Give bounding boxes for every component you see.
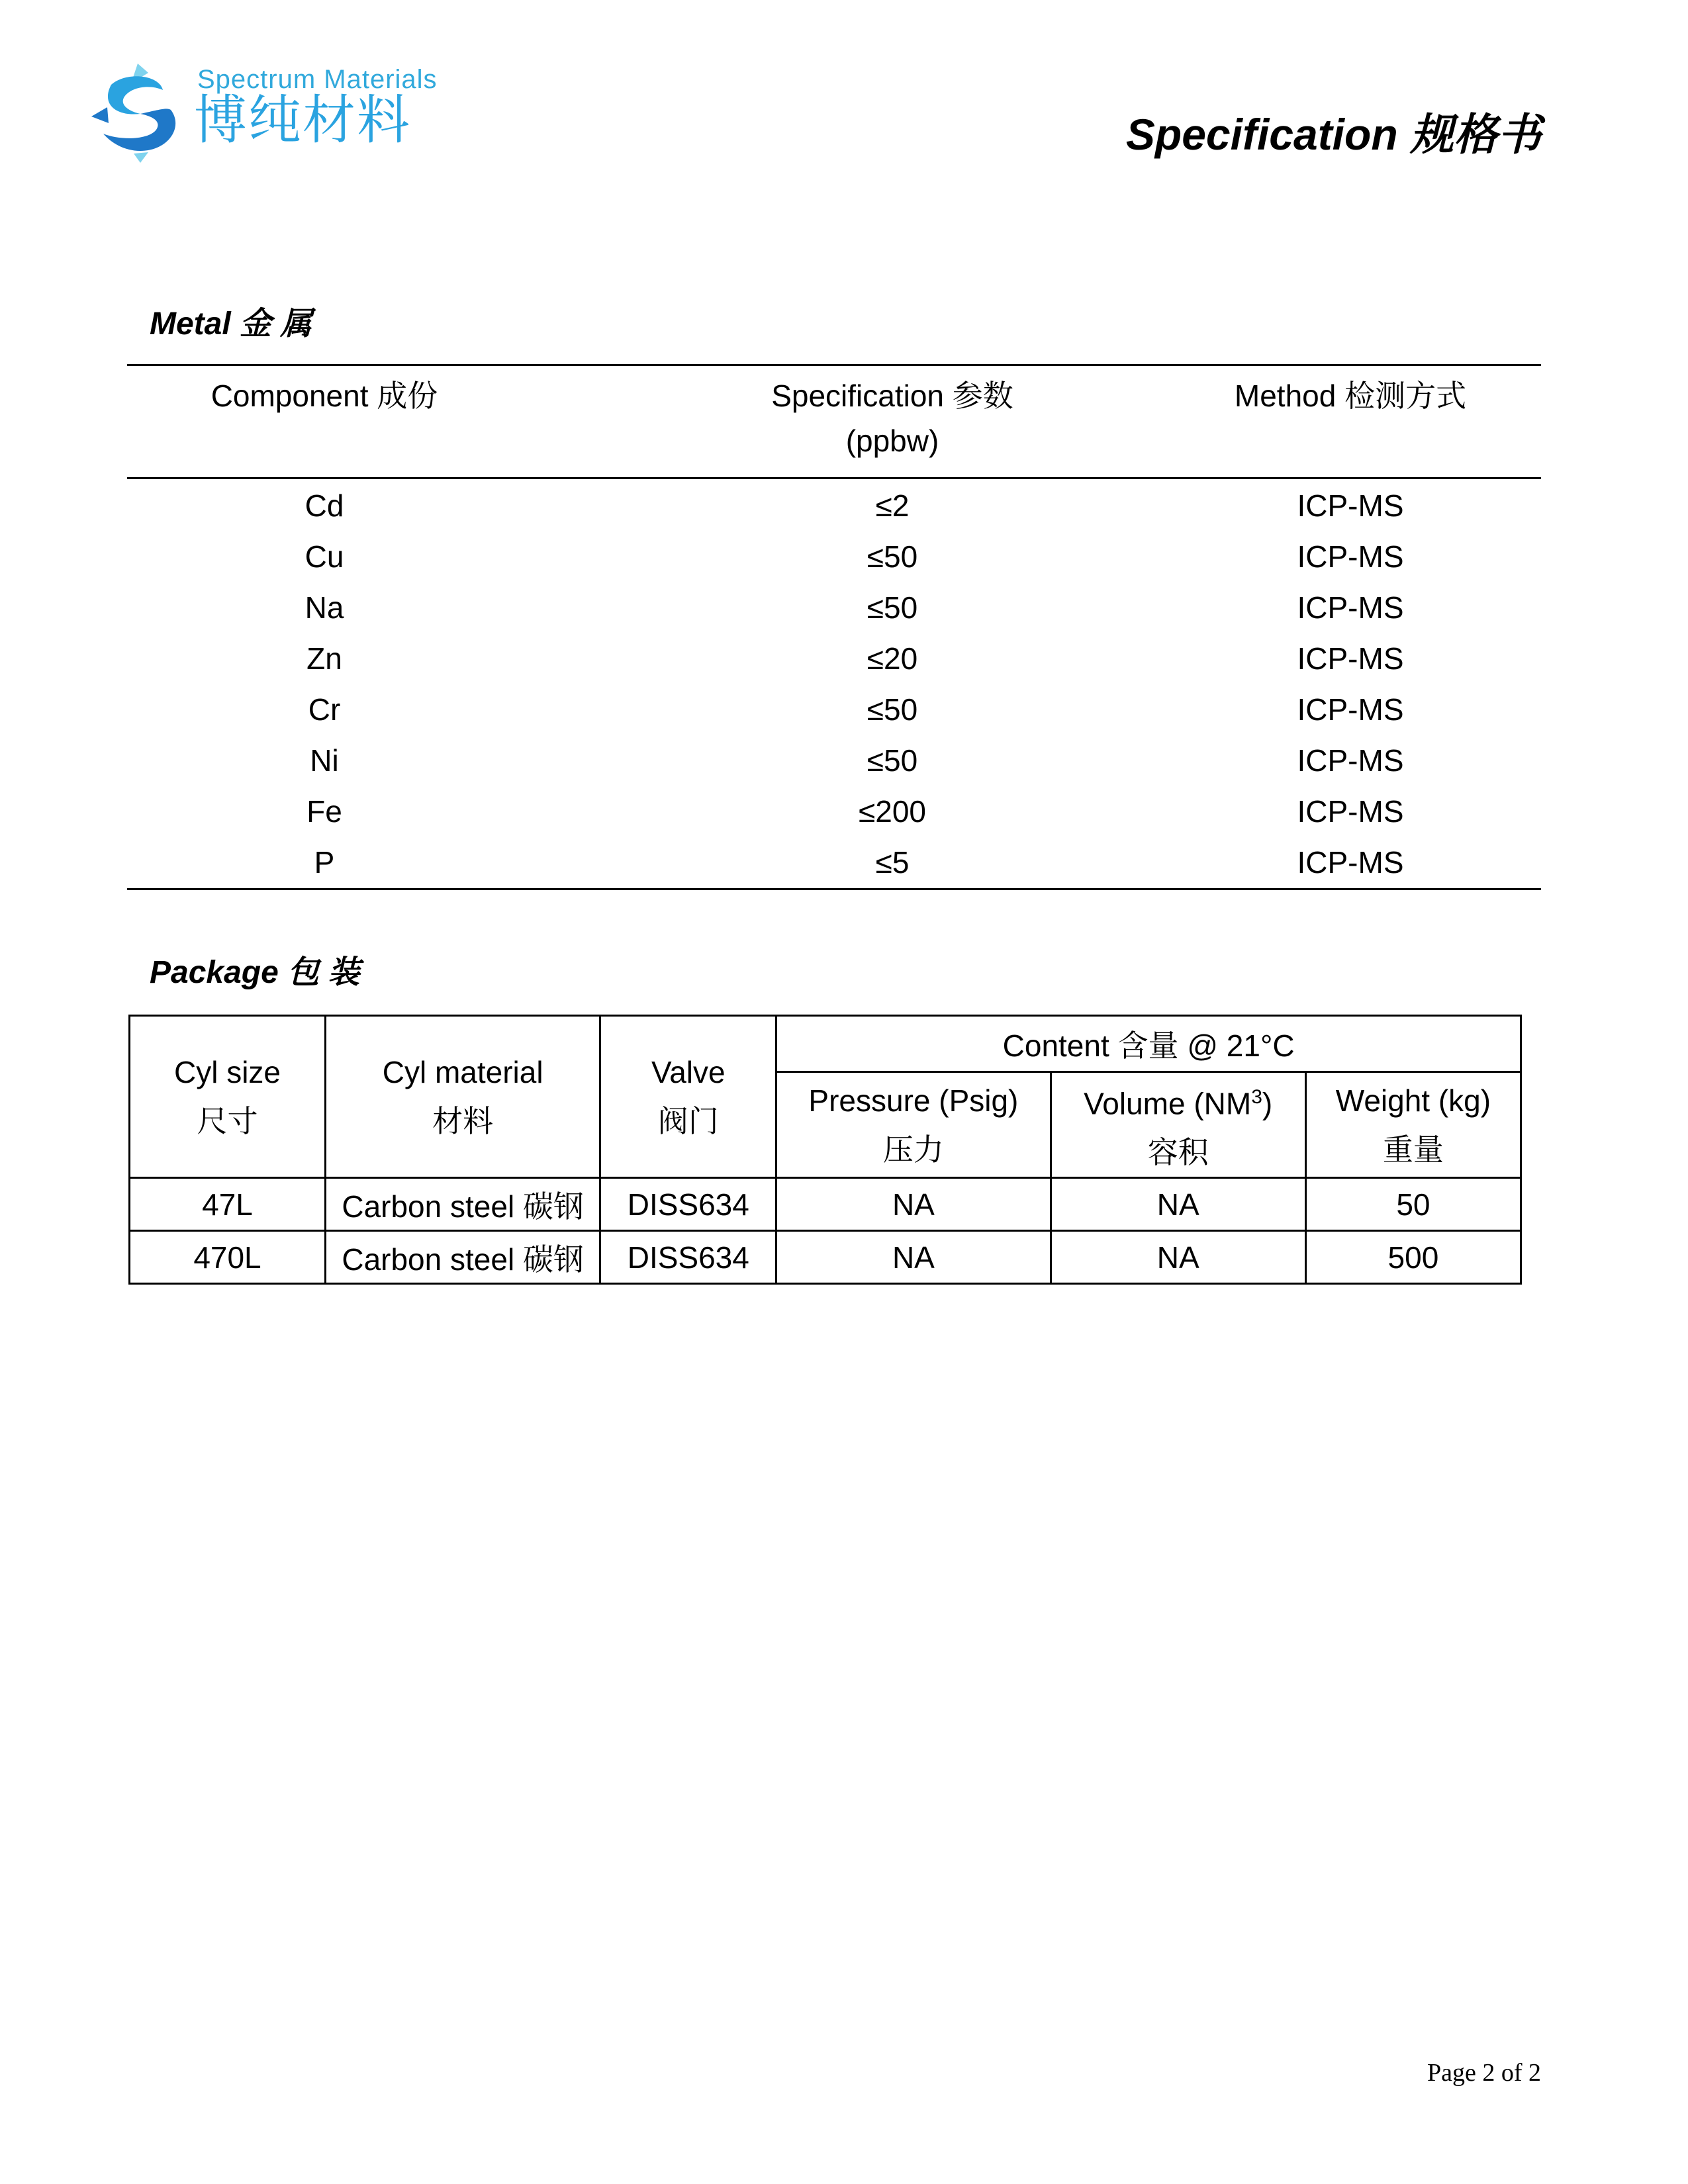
metal-method: ICP-MS bbox=[1297, 794, 1404, 829]
package-weight: 50 bbox=[1305, 1178, 1521, 1231]
metal-method: ICP-MS bbox=[1297, 590, 1404, 625]
header-cyl-size bbox=[130, 1016, 326, 1178]
package-volume: NA bbox=[1051, 1178, 1305, 1231]
company-logo bbox=[85, 58, 438, 171]
header-cyl-size-cn: 尺寸 bbox=[197, 1104, 258, 1139]
package-material: Carbon steel 碳钢 bbox=[325, 1231, 600, 1284]
package-size: 47L bbox=[130, 1178, 326, 1231]
header-volume bbox=[1051, 1072, 1305, 1178]
page-number: Page 2 of 2 bbox=[1427, 2059, 1541, 2087]
metal-method: ICP-MS bbox=[1297, 692, 1404, 727]
metal-component: Cr bbox=[308, 692, 341, 727]
metal-table-bottom-rule bbox=[127, 888, 1541, 890]
package-volume: NA bbox=[1051, 1231, 1305, 1284]
header-pressure-cn: 压力 bbox=[882, 1132, 944, 1167]
package-pressure: NA bbox=[776, 1178, 1051, 1231]
header-cyl-material-cn: 材料 bbox=[432, 1104, 494, 1139]
package-section-title: Package 包 装 bbox=[150, 955, 360, 990]
metal-section-title: Metal 金 属 bbox=[150, 306, 312, 341]
package-valve: DISS634 bbox=[600, 1231, 776, 1284]
metal-header-component: Component 成份 bbox=[211, 379, 438, 413]
metal-method: ICP-MS bbox=[1297, 845, 1404, 880]
metal-spec: ≤200 bbox=[859, 794, 926, 829]
metal-component: Cu bbox=[305, 539, 344, 574]
table-row bbox=[130, 1178, 1521, 1231]
header-volume-en bbox=[1052, 1073, 1305, 1128]
metal-component: Ni bbox=[310, 743, 339, 778]
header-pressure bbox=[776, 1072, 1051, 1178]
header-valve bbox=[600, 1016, 776, 1178]
metal-spec: ≤50 bbox=[867, 590, 918, 625]
document-title: Specification 规格书 bbox=[1125, 110, 1541, 159]
header-cyl-material bbox=[325, 1016, 600, 1178]
metal-method: ICP-MS bbox=[1297, 539, 1404, 574]
header-volume-superscript: 3 bbox=[1251, 1086, 1262, 1108]
metal-table-top-rule bbox=[127, 364, 1541, 366]
metal-header-specification bbox=[561, 373, 1223, 463]
metal-header-spec-line1: Specification 参数 bbox=[771, 379, 1013, 413]
header-content: Content 含量 @ 21°C bbox=[776, 1016, 1521, 1072]
metal-spec: ≤5 bbox=[875, 845, 910, 880]
metal-component: P bbox=[314, 845, 335, 880]
package-size: 470L bbox=[130, 1231, 326, 1284]
package-material: Carbon steel 碳钢 bbox=[325, 1178, 600, 1231]
package-pressure: NA bbox=[776, 1231, 1051, 1284]
header-valve-en: Valve bbox=[651, 1055, 726, 1090]
header-pressure-en: Pressure (Psig) bbox=[808, 1083, 1019, 1118]
header-cyl-size-en: Cyl size bbox=[173, 1055, 281, 1090]
header-volume-cn: 容积 bbox=[1147, 1135, 1209, 1170]
metal-spec: ≤2 bbox=[875, 488, 910, 523]
header-cyl-material-en: Cyl material bbox=[382, 1055, 543, 1090]
header-volume-label: Volume (NM bbox=[1084, 1086, 1252, 1121]
header-weight-cn: 重量 bbox=[1382, 1132, 1444, 1167]
package-weight: 500 bbox=[1305, 1231, 1521, 1284]
metal-component: Fe bbox=[306, 794, 342, 829]
header-volume-close: ) bbox=[1262, 1086, 1273, 1121]
table-row bbox=[130, 1231, 1521, 1284]
metal-component: Cd bbox=[305, 488, 344, 523]
metal-header-method: Method 检测方式 bbox=[1234, 379, 1467, 413]
brand-name-en: Spectrum Materials bbox=[197, 65, 438, 94]
metal-header-spec-line2: (ppbw) bbox=[845, 424, 939, 458]
metal-spec: ≤50 bbox=[867, 743, 918, 778]
package-header-row bbox=[130, 1016, 1521, 1072]
metal-spec: ≤50 bbox=[867, 539, 918, 574]
metal-method: ICP-MS bbox=[1297, 641, 1404, 676]
metal-component: Zn bbox=[306, 641, 342, 676]
metal-method: ICP-MS bbox=[1297, 743, 1404, 778]
metal-component: Na bbox=[305, 590, 344, 625]
header-weight bbox=[1305, 1072, 1521, 1178]
metal-spec: ≤50 bbox=[867, 692, 918, 727]
metal-spec: ≤20 bbox=[867, 641, 918, 676]
metal-header-rule bbox=[127, 477, 1541, 479]
package-table bbox=[128, 1015, 1522, 1285]
header-valve-cn: 阀门 bbox=[657, 1104, 719, 1139]
metal-method: ICP-MS bbox=[1297, 488, 1404, 523]
spectrum-logo-icon bbox=[85, 58, 191, 164]
package-valve: DISS634 bbox=[600, 1178, 776, 1231]
brand-name-cn: 博纯材料 bbox=[194, 89, 411, 151]
header-weight-en: Weight (kg) bbox=[1335, 1083, 1491, 1118]
